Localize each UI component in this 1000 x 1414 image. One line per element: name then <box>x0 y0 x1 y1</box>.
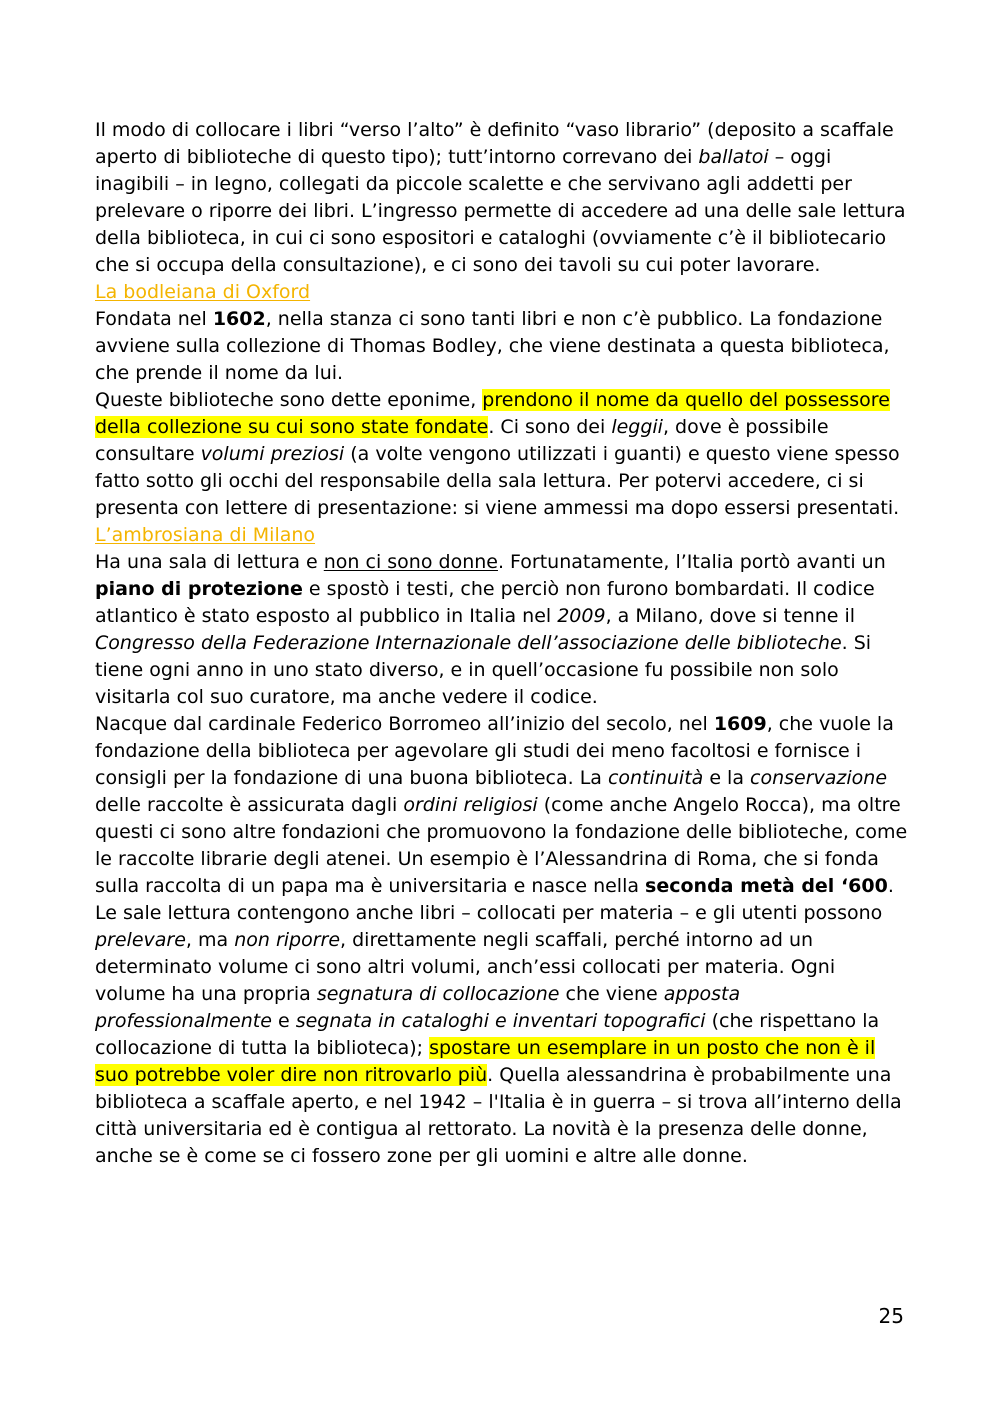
paragraph-bodleiana: Fondata nel 1602, nella stanza ci sono tanti libri e non c’è pubblico. La fondazione avviene sulla collezione di Thomas Bodley, che viene destinata a questa biblioteca, che prende il nome da lui. <box>95 308 890 384</box>
page-body <box>95 117 910 1170</box>
paragraph-borromeo: Nacque dal cardinale Federico Borromeo all’inizio del secolo, nel 1609, che vuole la fondazione della biblioteca per agevolare gli studi dei meno facoltosi e fornisce i consigli per la fondazione di una buona biblioteca. La continuità e la conservazione delle raccolte è assicurata dagli ordini religiosi (come anche Angelo Rocca), ma oltre questi ci sono altre fondazioni che promuovono la fondazione delle biblioteche, come le raccolte librarie degli atenei. Un esempio è l’Alessandrina di Roma, che si fonda sulla raccolta di un papa ma è universitaria e nasce nella seconda metà del ‘600. <box>95 713 908 897</box>
bold-year: 1609 <box>713 713 767 735</box>
page-number: 25 <box>878 1304 904 1328</box>
italic-term: segnatura di collocazione <box>316 983 560 1005</box>
italic-term: volumi preziosi <box>200 443 345 465</box>
highlighted-text: prendono il nome da quello del possessore della collezione su cui sono state fondate <box>95 389 890 438</box>
bold-year: 1602 <box>212 308 266 330</box>
heading-bodleiana-link[interactable]: La bodleiana di Oxford <box>95 281 311 303</box>
underlined-text: non ci sono donne <box>323 551 498 573</box>
italic-term: ballatoi <box>698 146 769 168</box>
paragraph-eponime: Queste biblioteche sono dette eponime, prendono il nome da quello del possessore della collezione su cui sono state fondate. Ci sono dei leggii, dove è possibile consultare volumi preziosi (a volte vengono utilizzati i guanti) e questo viene spesso fatto sotto gli occhi del responsabile della sala lettura. Per potervi accedere, ci si presenta con lettere di presentazione: si viene ammessi ma dopo essersi presentati. <box>95 389 900 519</box>
paragraph-ambrosiana: Ha una sala di lettura e non ci sono donne. Fortunatamente, l’Italia portò avanti un piano di protezione e spostò i testi, che perciò non furono bombardati. Il codice atlantico è stato esposto al pubblico in Italia nel 2009, a Milano, dove si tenne il Congresso della Federazione Internazionale dell’associazione delle biblioteche. Si tiene ogni anno in uno stato diverso, e in quell’occasione fu possibile non solo visitarla col suo curatore, ma anche vedere il codice. <box>95 551 886 708</box>
bold-term: seconda metà del ‘600 <box>645 875 888 897</box>
paragraph-sale-lettura: Le sale lettura contengono anche libri – collocati per materia – e gli utenti possono prelevare, ma non riporre, direttamente negli scaffali, perché intorno ad un determinato volume ci sono altri volumi, anch’essi collocati per materia. Ogni volume ha una propria segnatura di collocazione che viene apposta professionalmente e segnata in cataloghi e inventari topografici (che rispettano la collocazione di tutta la biblioteca); spostare un esemplare in un posto che non è il suo potrebbe voler dire non ritrovarlo più. Quella alessandrina è probabilmente una biblioteca a scaffale aperto, e nel 1942 – l'Italia è in guerra – si trova all’interno della città universitaria ed è contigua al rettorato. La novità è la presenza delle donne, anche se è come se ci fossero zone per gli uomini e altre alle donne. <box>95 902 902 1167</box>
italic-term: apposta professionalmente <box>95 983 741 1032</box>
highlighted-text: spostare un esemplare in un posto che non è il suo potrebbe voler dire non ritrovarlo più <box>95 1037 876 1086</box>
italic-term: 2009 <box>557 605 606 627</box>
italic-term: continuità <box>607 767 704 789</box>
italic-term: segnata in cataloghi e inventari topografici <box>295 1010 706 1032</box>
bold-term: piano di protezione <box>95 578 303 600</box>
italic-term: non riporre <box>234 929 341 951</box>
paragraph-vaso-librario: Il modo di collocare i libri “verso l’alto” è definito “vaso librario” (deposito a scaffale aperto di biblioteche di questo tipo); tutt’intorno correvano dei ballatoi – oggi inagibili – in legno, collegati da piccole scalette e che servivano agli addetti per prelevare o riporre dei libri. L’ingresso permette di accedere ad una delle sale lettura della biblioteca, in cui ci sono espositori e cataloghi (ovviamente c’è il bibliotecario che si occupa della consultazione), e ci sono dei tavoli su cui poter lavorare. <box>95 119 906 276</box>
heading-ambrosiana-link[interactable]: L’ambrosiana di Milano <box>95 524 316 546</box>
italic-term: leggii <box>611 416 663 438</box>
italic-term: conservazione <box>750 767 888 789</box>
italic-term: Congresso della Federazione Internazionale dell’associazione delle biblioteche <box>95 632 842 654</box>
italic-term: ordini religiosi <box>403 794 538 816</box>
italic-term: prelevare <box>95 929 186 951</box>
